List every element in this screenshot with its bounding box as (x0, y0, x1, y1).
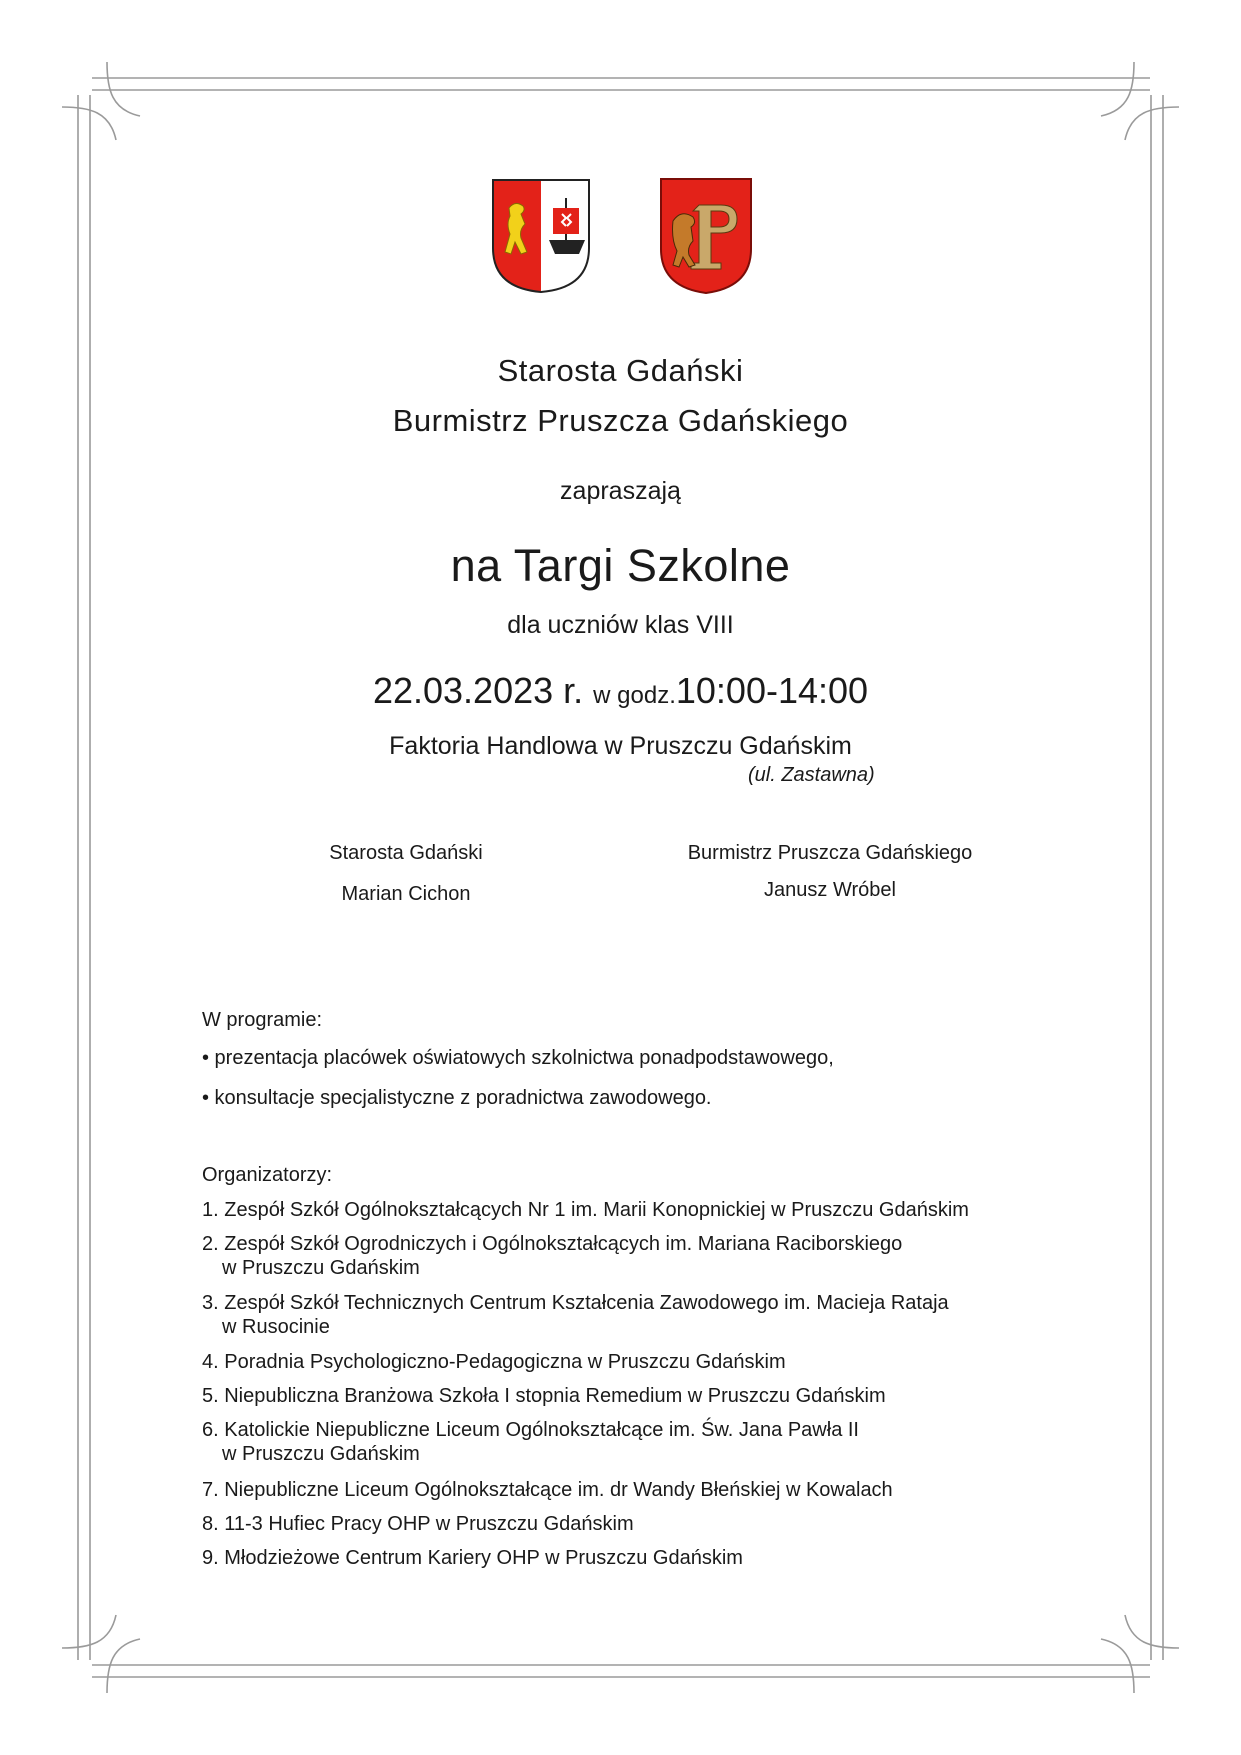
program-item: • konsultacje specjalistyczne z poradnictwa zawodowego. (202, 1087, 712, 1109)
organizer-title-2: Burmistrz Pruszcza Gdańskiego (392, 403, 849, 438)
organizer-item (202, 1384, 886, 1408)
organizer-item (202, 1232, 902, 1280)
organizer-item (202, 1291, 949, 1339)
signature-name-starosta: Marian Cichon (341, 883, 471, 905)
organizer-item-line: 8. 11-3 Hufiec Pracy OHP w Pruszczu Gdańskim (202, 1513, 634, 1535)
event-venue-address: (ul. Zastawna) (748, 764, 875, 786)
organizer-item-line-2: w Pruszczu Gdańskim (222, 1443, 420, 1465)
pruszcz-gdanski-crest-icon (659, 177, 753, 295)
organizer-item-line: 3. Zespół Szkół Technicznych Centrum Kształcenia Zawodowego im. Macieja Rataja (202, 1292, 949, 1314)
organizer-item-line: 6. Katolickie Niepubliczne Liceum Ogólnokształcące im. Św. Jana Pawła II (202, 1419, 859, 1441)
event-datetime (0, 670, 1241, 712)
event-venue: Faktoria Handlowa w Pruszczu Gdańskim (389, 732, 852, 760)
organizer-item (202, 1478, 893, 1502)
organizer-item-line-2: w Rusocinie (222, 1316, 330, 1338)
organizer-item-line: 1. Zespół Szkół Ogólnokształcących Nr 1 im. Marii Konopnickiej w Pruszczu Gdańskim (202, 1199, 969, 1221)
event-date: 22.03.2023 r. (372, 670, 584, 711)
event-audience: dla uczniów klas VIII (507, 611, 734, 639)
organizer-item (202, 1512, 634, 1536)
program-heading: W programie: (202, 1009, 323, 1031)
organizer-item (202, 1418, 859, 1466)
event-title: na Targi Szkolne (450, 540, 791, 591)
organizer-item-line: 7. Niepubliczne Liceum Ogólnokształcące im. dr Wandy Błeńskiej w Kowalach (202, 1479, 893, 1501)
signature-role-burmistrz: Burmistrz Pruszcza Gdańskiego (687, 842, 973, 864)
event-time-prefix: w godz. (593, 682, 676, 709)
organizer-item-line: 5. Niepubliczna Branżowa Szkoła I stopnia Remedium w Pruszczu Gdańskim (202, 1385, 886, 1407)
organizer-item-line: 2. Zespół Szkół Ogrodniczych i Ogólnokształcących im. Mariana Raciborskiego (202, 1233, 903, 1255)
organizer-item (202, 1350, 786, 1374)
organizer-item (202, 1198, 969, 1222)
program-item: • prezentacja placówek oświatowych szkolnictwa ponadpodstawowego, (202, 1047, 834, 1069)
signature-name-burmistrz: Janusz Wróbel (764, 879, 896, 901)
invite-text: zapraszają (560, 477, 681, 505)
organizer-item-line: 9. Młodzieżowe Centrum Kariery OHP w Pruszczu Gdańskim (202, 1547, 743, 1569)
organizer-item-line-2: w Pruszczu Gdańskim (222, 1257, 420, 1279)
organizers-heading: Organizatorzy: (202, 1164, 333, 1186)
event-time: 10:00-14:00 (675, 670, 869, 711)
signature-role-starosta: Starosta Gdański (329, 842, 483, 864)
organizer-item (202, 1546, 743, 1570)
gdansk-county-crest-icon (491, 178, 591, 294)
organizer-item-line: 4. Poradnia Psychologiczno-Pedagogiczna w Pruszczu Gdańskim (202, 1351, 786, 1373)
organizer-title-1: Starosta Gdański (497, 353, 744, 388)
